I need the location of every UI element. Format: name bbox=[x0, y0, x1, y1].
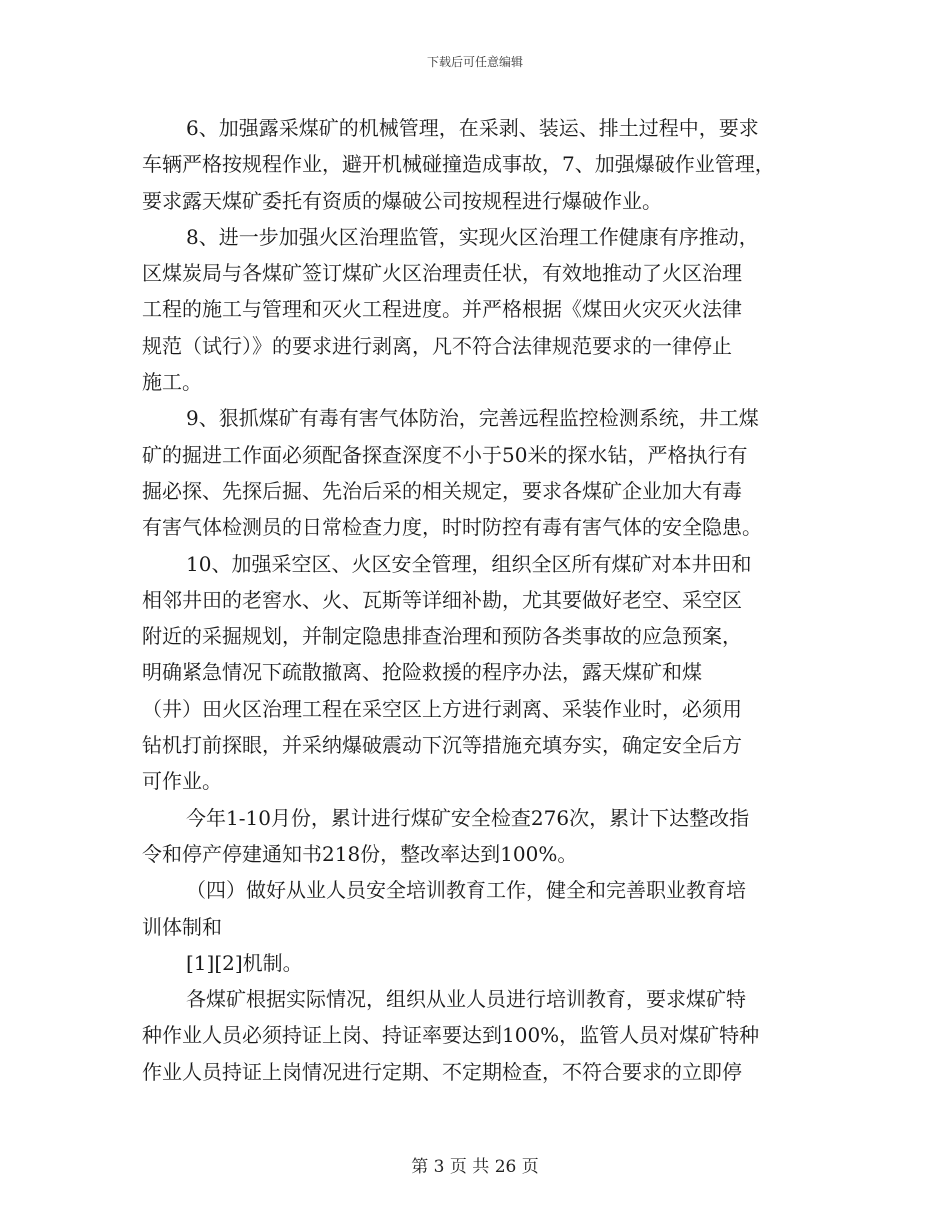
text-line: 附近的采掘规划，并制定隐患排查治理和预防各类事故的应急预案， bbox=[142, 624, 742, 649]
paragraph bbox=[142, 219, 814, 400]
text-line: 10、加强采空区、火区安全管理，组织全区所有煤矿对本井田和 bbox=[186, 551, 752, 576]
text-line: 相邻井田的老窖水、火、瓦斯等详细补勘，尤其要做好老空、采空区 bbox=[142, 587, 742, 612]
text-line: 作业人员持证上岗情况进行定期、不定期检查，不符合要求的立即停 bbox=[142, 1059, 742, 1084]
document-body bbox=[142, 110, 814, 1090]
text-line: 8、进一步加强火区治理监管，实现火区治理工作健康有序推动， bbox=[186, 224, 759, 249]
text-line: 令和停产停建通知书218份，整改率达到100%。 bbox=[142, 841, 578, 866]
text-line: 训体制和 bbox=[142, 914, 222, 939]
text-line: 掘必探、先探后掘、先治后采的相关规定，要求各煤矿企业加大有毒 bbox=[142, 478, 742, 503]
text-line: （四）做好从业人员安全培训教育工作，健全和完善职业教育培 bbox=[186, 878, 746, 903]
page-footer: 第 3 页 共 26 页 bbox=[411, 1157, 539, 1177]
text-line: 种作业人员必须持证上岗、持证率要达到100%，监管人员对煤矿特种 bbox=[142, 1023, 760, 1048]
text-line: 可作业。 bbox=[142, 769, 222, 794]
text-line: 车辆严格按规程作业，避开机械碰撞造成事故，7、加强爆破作业管理， bbox=[142, 152, 775, 177]
text-line: （井）田火区治理工程在采空区上方进行剥离、采装作业时，必须用 bbox=[142, 696, 742, 721]
paragraph bbox=[142, 872, 814, 945]
page-header: 下载后可任意编辑 bbox=[426, 55, 523, 69]
text-line: 6、加强露采煤矿的机械管理，在采剥、装运、排土过程中，要求 bbox=[186, 116, 759, 140]
text-line: [1][2]机制。 bbox=[186, 950, 303, 975]
paragraph bbox=[142, 945, 814, 981]
text-line: 矿的掘进工作面必须配备探查深度不小于50米的探水钻，严格执行有 bbox=[142, 442, 748, 467]
text-line: 明确紧急情况下疏散撤离、抢险救援的程序办法，露天煤矿和煤 bbox=[142, 660, 702, 685]
text-line: 各煤矿根据实际情况，组织从业人员进行培训教育，要求煤矿特 bbox=[186, 987, 746, 1012]
paragraph bbox=[142, 400, 814, 545]
text-line: 钻机打前探眼，并采纳爆破震动下沉等措施充填夯实，确定安全后方 bbox=[142, 733, 742, 758]
text-line: 9、狠抓煤矿有毒有害气体防治，完善远程监控检测系统，井工煤 bbox=[186, 406, 759, 431]
text-line: 区煤炭局与各煤矿签订煤矿火区治理责任状，有效地推动了火区治理 bbox=[142, 261, 742, 286]
text-line: 今年1-10月份，累计进行煤矿安全检查276次，累计下达整改指 bbox=[186, 805, 750, 830]
paragraph bbox=[142, 800, 814, 873]
text-line: 要求露天煤矿委托有资质的爆破公司按规程进行爆破作业。 bbox=[142, 188, 662, 213]
text-line: 工程的施工与管理和灭火工程进度。并严格根据《煤田火灾灭火法律 bbox=[142, 297, 742, 322]
paragraph bbox=[142, 546, 814, 800]
text-line: 规范（试行）》的要求进行剥离，凡不符合法律规范要求的一律停止 bbox=[142, 333, 732, 358]
text-line: 有害气体检测员的日常检查力度，时时防控有毒有害气体的安全隐患。 bbox=[142, 515, 762, 540]
paragraph bbox=[142, 981, 814, 1090]
paragraph bbox=[142, 110, 814, 219]
text-line: 施工。 bbox=[142, 370, 202, 395]
